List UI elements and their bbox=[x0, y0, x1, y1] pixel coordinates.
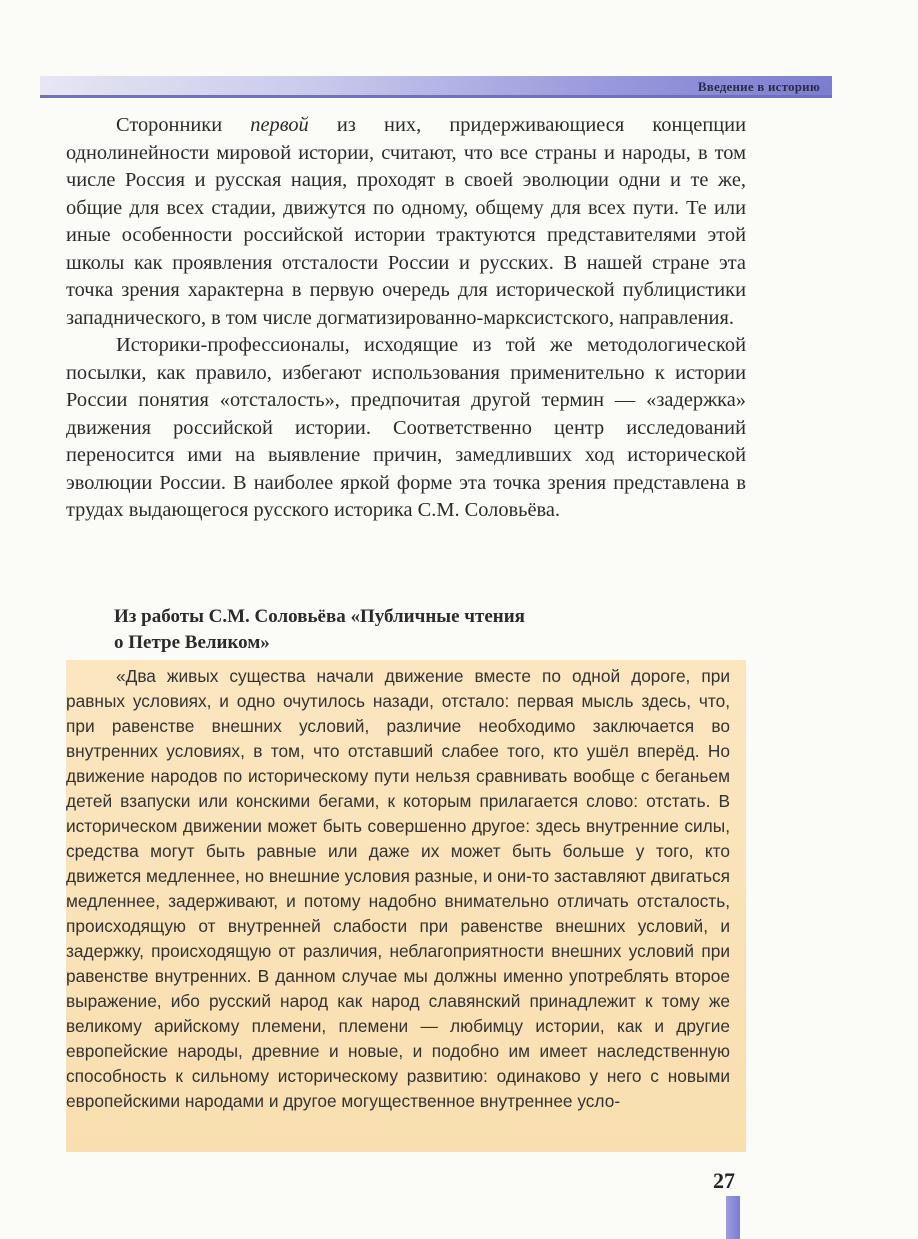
header-rule bbox=[40, 95, 832, 98]
quote-heading bbox=[114, 604, 714, 656]
quote-heading-line: Из работы С.М. Соловьёва «Публичные чтения bbox=[114, 606, 525, 627]
paragraph bbox=[66, 112, 746, 332]
paragraph: Историки-профессионалы, исходящие из той же методологической посылки, как правило, избегают использования применительно к истории России понятия «отсталость», предпочитая другой термин — «задержка» движения российской истории. Соответственно центр исследований переносится ими на выявление причин, замедливших ход исторической эволюции России. В наиболее яркой форме эта точка зрения представлена в трудах выдающегося русского историка С.М. Соловьёва. bbox=[66, 334, 746, 521]
paragraph-text: Сторонники bbox=[116, 114, 251, 136]
page-number: 27 bbox=[713, 1168, 735, 1193]
main-text bbox=[66, 112, 746, 525]
emphasis-word: первой bbox=[250, 114, 309, 136]
paragraph-text: из них, придерживающиеся концепции однолинейности мировой истории, считают, что все страны и народы, в том числе Россия и русская нация, проходят в своей эволюции одни и те же, общие для всех стадии, движутся по одному, общему для всех пути. Те или иные особенности российской истории трактуются представителями этой школы как проявления отсталости России и русских. В нашей стране эта точка зрения характерна в первую очередь для исторической публицистики западнического, в том числе догматизированно-марксистского, направления. bbox=[66, 114, 746, 329]
section-title: Введение в историю bbox=[697, 79, 820, 94]
side-tab bbox=[726, 1196, 740, 1239]
quote-heading-line: о Петре Великом» bbox=[114, 632, 270, 653]
quote-paragraph: «Два живых существа начали движение вместе по одной дороге, при равных условиях, и одно очутилось назади, отстало: первая мысль здесь, что, при равенстве внешних условий, различие необходимо заключается во внутренних условиях, в том, что отставший слабее того, кто ушёл вперёд. Но движение народов по историческому пути нельзя сравнивать вообще с беганьем детей взапуски или конскими бегами, к которым прилагается слово: отстать. В историческом движении может быть совершенно другое: здесь внутренние силы, средства могут быть равные или даже их может быть больше у того, кто движется медленнее, но внешние условия разные, и они-то заставляют двигаться медленнее, задерживают, и потому надобно внимательно отличать отсталость, происходящую от внутренней слабости при равенстве внешних условий, и задержку, происходящую от различия, неблагоприятности внешних условий при равенстве внутренних. В данном случае мы должны именно употреблять второе выражение, ибо русский народ как народ славянский принадлежит к тому же великому арийскому племени, племени — любимцу истории, как и другие европейские народы, древние и новые, и подобно им имеет наследственную способность к сильному историческому развитию: одинаково у него с новыми европейскими народами и другое могущественное внутреннее усло- bbox=[66, 666, 730, 1111]
section-header-bar bbox=[40, 76, 832, 98]
quote-text bbox=[66, 664, 730, 1114]
